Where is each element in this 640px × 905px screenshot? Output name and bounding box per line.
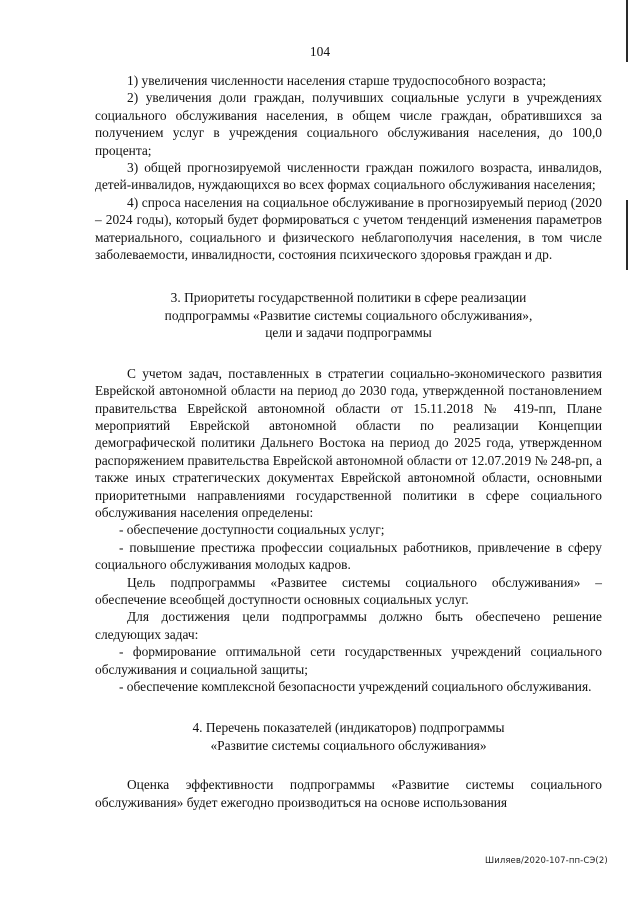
factor-item: 1) увеличения численности населения старше трудоспособного возраста; [127,73,547,88]
heading-line: 3. Приоритеты государственной политики в сфере реализации [170,290,527,306]
factor-item: 3) общей прогнозируемой численности граждан пожилого возраста, инвалидов, детей-инвалидов, нуждающихся во всех формах социального обслуживания населения; [95,160,602,193]
heading-line: 4. Перечень показателей (индикаторов) подпрограммы [192,720,505,736]
heading-line: «Развитие системы социального обслуживания» [210,737,487,753]
priority-item: - обеспечение доступности социальных услуг; [119,522,385,538]
section-3-intro: С учетом задач, поставленных в стратегии социально-экономического развития Еврейской автономной области на период до 2030 года, утвержденной постановлением правительства Еврейской автономной области от 15.11.2018 № 419-пп, Плане мероприятий Еврейской автономной области по реализации Концепции демографической политики Дальнего Востока на период до 2025 года, утвержденном распоряжением правительства Еврейской автономной области от 12.07.2019 № 248-рп, а также иных стратегических документах Еврейской автономной области, основными приоритетными направлениями государственной политики в сфере социального обслуживания населения определены: [95,365,602,520]
task-item: - обеспечение комплексной безопасности учреждений социального обслуживания. [119,679,592,694]
binding-mark [626,200,628,270]
section-3-tasks-intro: Для достижения цели подпрограммы должно быть обеспечено решение следующих задач: [95,609,602,642]
section-3-heading [95,289,602,341]
section-4-text: Оценка эффективности подпрограммы «Развитие системы социального обслуживания» будет ежегодно производиться на основе использования [95,777,602,810]
document-body [95,72,602,811]
priority-item: - повышение престижа профессии социальных работников, привлечение в сферу социального обслуживания молодых кадров. [95,539,602,573]
factor-item: 2) увеличения доли граждан, получивших социальные услуги в учреждениях социального обслуживания населения, в общем числе граждан, обратившихся за получением услуг в учреждения социального обслуживания населения, до 100,0 процента; [95,90,602,158]
heading-line: подпрограммы «Развитие системы социального обслуживания», [164,307,533,323]
page-number: 104 [309,44,331,59]
document-code: Шиляев/2020-107-пп-СЭ(2) [485,856,608,866]
heading-line: цели и задачи подпрограммы [265,325,432,341]
task-item: - формирование оптимальной сети государственных учреждений социального обслуживания и социальной защиты; [95,644,602,677]
factor-item: 4) спроса населения на социальное обслуживание в прогнозируемый период (2020 – 2024 годы), который будет формироваться с учетом тенденций изменения параметров материального, социального и физического неблагополучия населения, в том числе заболеваемости, инвалидности, состояния психического здоровья граждан и др. [95,194,602,263]
section-3-goal: Цель подпрограммы «Развитее системы социального обслуживания» – обеспечение всеобщей доступности основных социальных услуг. [95,574,602,607]
section-4-heading [95,719,602,754]
